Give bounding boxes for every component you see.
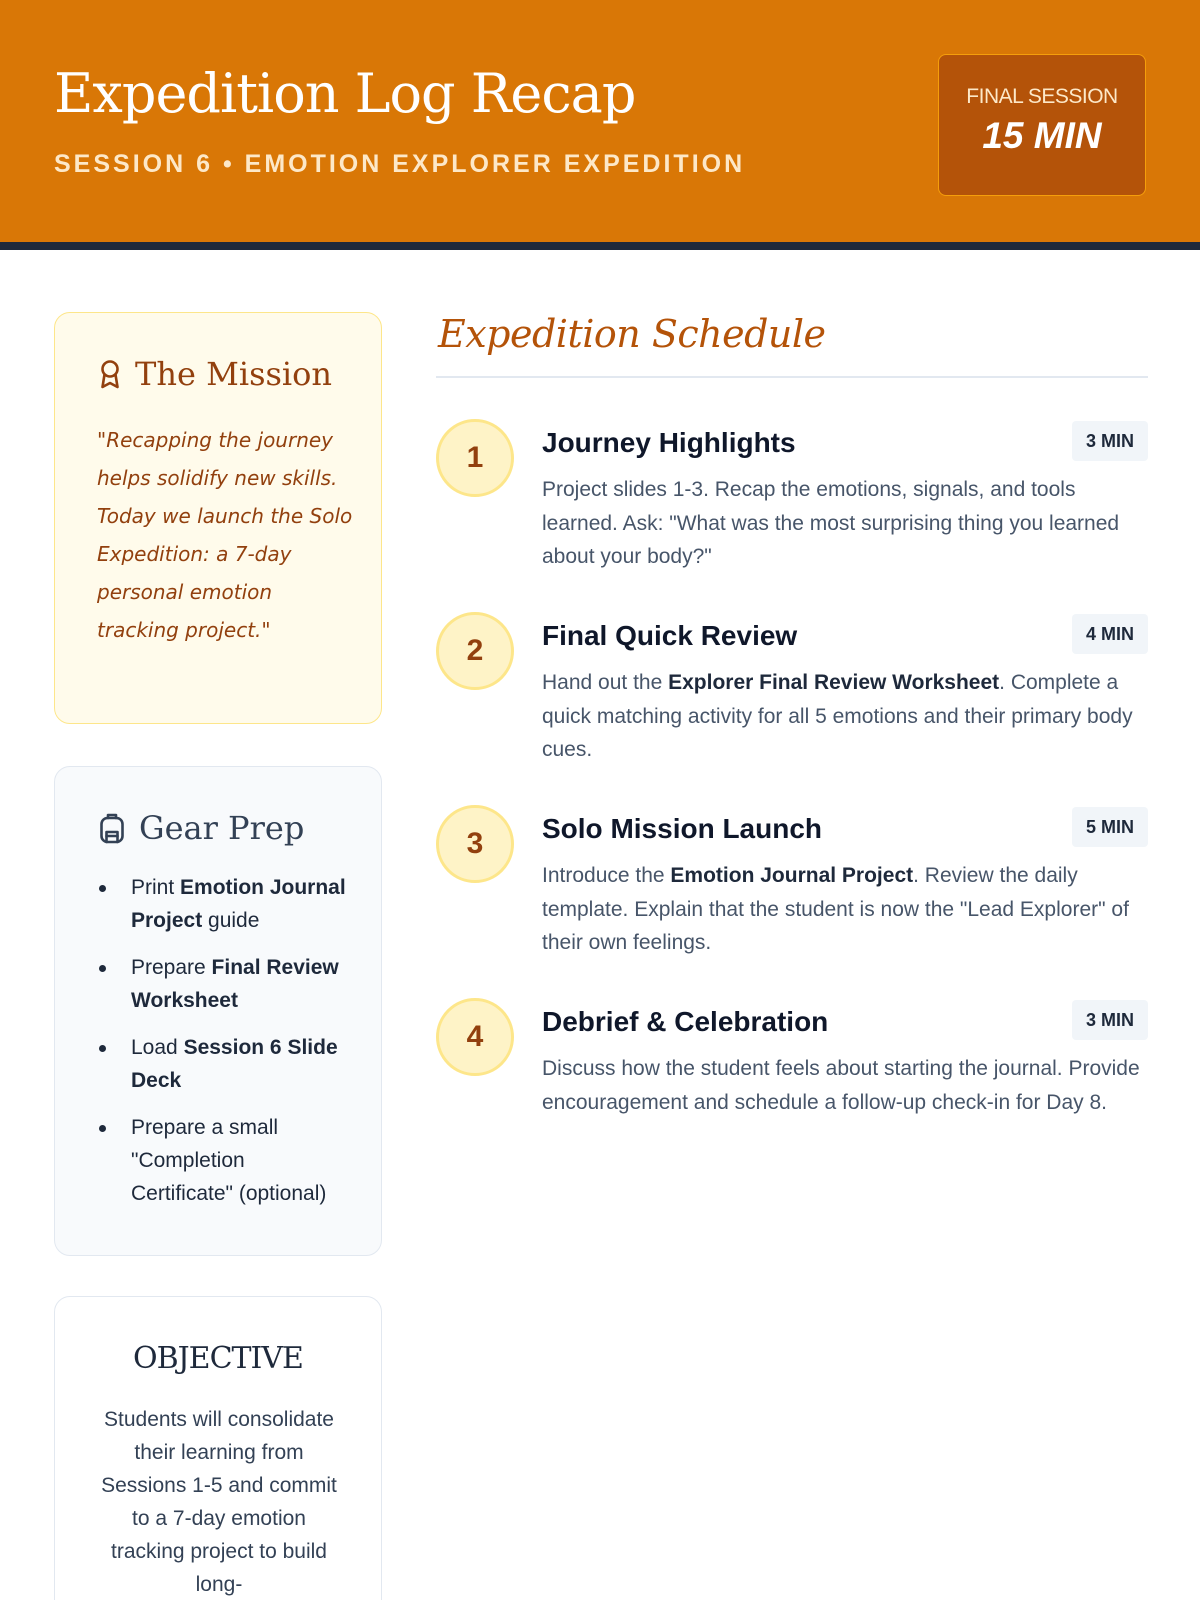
mission-heading <box>99 355 332 393</box>
mission-card <box>54 312 382 724</box>
gear-title: Gear Prep <box>139 809 305 847</box>
gear-item: Prepare Final Review Worksheet <box>97 951 347 1017</box>
session-duration-badge <box>938 54 1146 196</box>
badge-value: 15 MIN <box>982 115 1102 156</box>
gear-item: Prepare a small "Completion Certificate" (optional) <box>97 1111 347 1210</box>
schedule-title: Expedition Schedule <box>438 312 826 356</box>
page-header <box>0 0 1200 250</box>
gear-item: Print Emotion Journal Project guide <box>97 871 347 937</box>
step-number: 2 <box>436 612 514 690</box>
gear-item: Load Session 6 Slide Deck <box>97 1031 347 1097</box>
badge-label: FINAL SESSION <box>966 85 1118 108</box>
objective-title: OBJECTIVE <box>133 1341 303 1376</box>
step-number: 3 <box>436 805 514 883</box>
step-description: Discuss how the student feels about starting the journal. Provide encouragement and schedule a follow-up check-in for Day 8. <box>542 1057 1140 1114</box>
step-description: Hand out the Explorer Final Review Worksheet. Complete a quick matching activity for all 5 emotions and their primary body cues. <box>542 671 1133 761</box>
ribbon-award-icon <box>99 359 121 389</box>
step-time-badge: 5 MIN <box>1072 807 1148 847</box>
mission-title: The Mission <box>135 355 333 393</box>
step-time-badge: 3 MIN <box>1072 421 1148 461</box>
gear-checklist <box>97 871 347 1224</box>
page-title: Expedition Log Recap <box>54 62 636 125</box>
step-title: Final Quick Review <box>542 620 798 651</box>
step-time-badge: 4 MIN <box>1072 614 1148 654</box>
schedule-divider <box>436 376 1148 378</box>
step-title: Debrief & Celebration <box>542 1006 829 1037</box>
step-description: Project slides 1-3. Recap the emotions, signals, and tools learned. Ask: "What was the most surprising thing you learned about your body?" <box>542 478 1120 568</box>
objective-text: Students will consolidate their learning from Sessions 1-5 and commit to a 7-day emotion tracking project to build long- <box>101 1408 337 1596</box>
step-time-badge: 3 MIN <box>1072 1000 1148 1040</box>
step-number: 4 <box>436 998 514 1076</box>
step-number: 1 <box>436 419 514 497</box>
page-subtitle: SESSION 6 • EMOTION EXPLORER EXPEDITION <box>54 150 746 178</box>
objective-card <box>54 1296 382 1600</box>
step-title: Journey Highlights <box>542 427 796 458</box>
step-title: Solo Mission Launch <box>542 813 823 844</box>
gear-prep-card <box>54 766 382 1256</box>
gear-heading <box>99 809 304 847</box>
step-description: Introduce the Emotion Journal Project. Review the daily template. Explain that the student is now the "Lead Explorer" of their own feelings. <box>542 864 1129 954</box>
backpack-icon <box>99 812 125 844</box>
mission-quote: "Recapping the journey helps solidify new skills. Today we launch the Solo Expedition: a 7-day personal emotion tracking project." <box>97 428 353 642</box>
